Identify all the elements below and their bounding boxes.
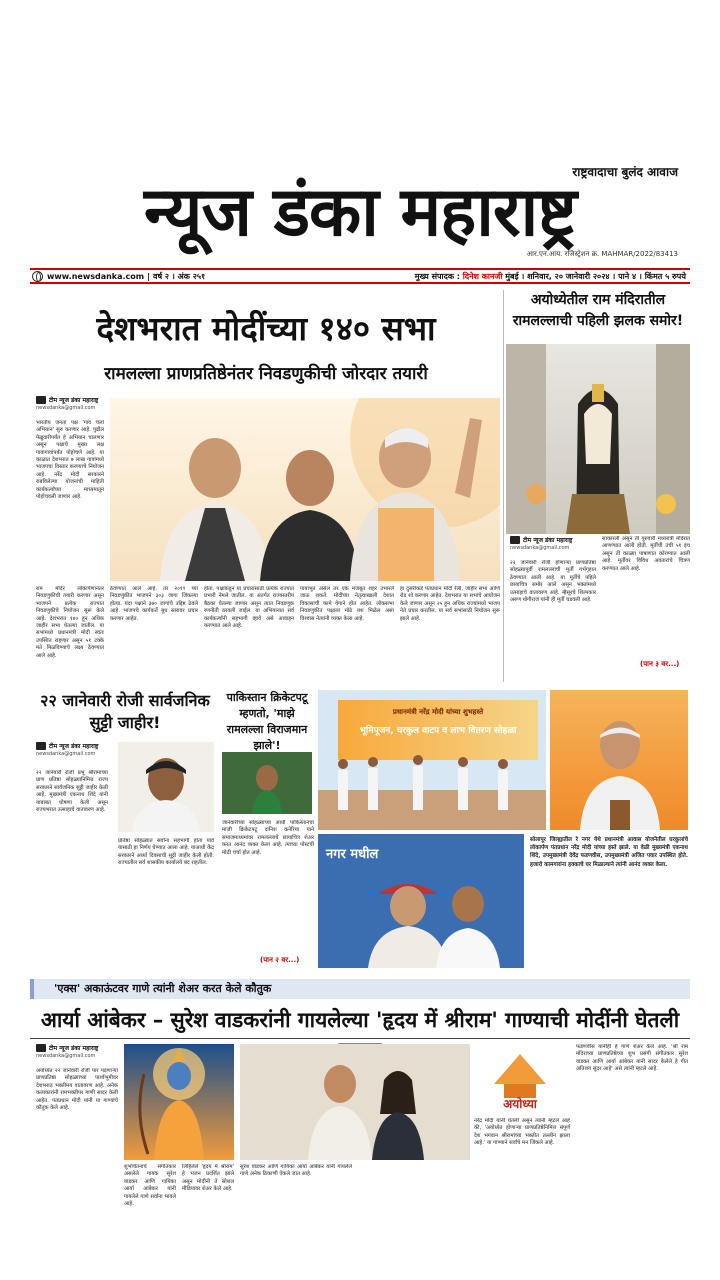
byline-icon [510, 536, 520, 544]
holiday-byline: टीम न्यूज डंका महाराष्ट्र [49, 743, 99, 750]
volume-info: वर्ष २ । अंक २५१ [153, 271, 206, 281]
registration-number: आर.एन.आय. रजिस्ट्रेशन क्र. MAHMAR/2022/83413 [526, 250, 678, 258]
pakistan-headline: पाकिस्तान क्रिकेटपटू म्हणतो, 'माझे रामलल्ला विराजमान झाले'! [226, 691, 308, 752]
danish-kaneria-photo [222, 752, 312, 814]
aarya-byline-block [36, 1044, 126, 1059]
ayodhya-logo-text: अयोध्या [503, 1097, 537, 1111]
ram-byline: टीम न्यूज डंका महाराष्ट्र [523, 537, 573, 544]
lead-byline-block [36, 396, 106, 411]
editor-label: मुख्य संपादक : [414, 271, 460, 281]
newspaper-title: न्यूज डंका महाराष्ट्र [143, 172, 577, 252]
column-divider [503, 290, 504, 682]
holiday-text-a: २२ जानेवारी रोजी प्रभू श्रीरामांच्या प्राण प्रतिष्ठा सोहळ्यानिमित्त राज्य सरकारने सार्वजनिक सुट्टी जाहीर केली आहे. मुख्यमंत्री एकनाथ शिंदे यांनी याबाबत घोषणा केली असून राज्यभरात उत्साहाचे वातावरण आहे. [36, 770, 108, 814]
aarya-col6: फडणवीस यांनीही हे गाणे शेअर केले आहे. 'श्री राम मंदिराच्या प्राणप्रतिष्ठेच्या शुभ प्रसंगी संगीतकार सुरेश वाडकर आणि आर्या आंबेकर यांनी सादर केलेले हे गीत अतिशय सुंदर आहे' असे त्यांनी म्हटले आहे. [576, 1044, 688, 1073]
aarya-col2: शुभचिंतनाचे संगीतकार असलेले गायक सुरेश वाडकर आणि गायिका आर्या आंबेकर यांनी गायलेले गाणे सर्वांना भावले आहे. [124, 1164, 176, 1208]
aarya-col1: अयोध्येत २२ जानेवारी रोजी पार पडणाऱ्या प्राणप्रतिष्ठा सोहळ्याच्या पार्श्वभूमीवर देशभरात भक्तीमय वातावरण आहे. अनेक कलाकारांनी रामभक्तीपर गाणी सादर केली आहेत. पंतप्रधान मोदी यांनी या गाण्यांचे कौतुक केले आहे. [36, 1068, 118, 1112]
wadkar-aarya-photo [240, 1044, 470, 1160]
holiday-text-b: प्रतिष्ठा सोहळ्यात सर्वांना सहभागी होता यावे यासाठी हा निर्णय घेण्यात आला आहे. याआधी केंद्र सरकारने अर्ध्या दिवसाची सुट्टी जाहीर केली होती. राज्यातील सर्व शासकीय कार्यालये बंद राहतील. [118, 838, 214, 867]
dateline-bar: www.newsdanka.com | वर्ष २ । अंक २५१ मुख्य संपादक : दिनेश कानजी मुंबई । शनिवार, २० जानेवारी २०२४ । पाने ४ । किंमत ५ रुपये [30, 268, 690, 284]
ram-murti-photo [506, 344, 690, 534]
ram-continued: (पान ३ वर...) [640, 660, 680, 668]
solapur-text: सोलापूर जिल्ह्यातील रे नगर येथे प्रधानमंत्री आवास योजनेतील घरकुलांचे लोकार्पण पंतप्रधान नरेंद्र मोदी यांच्या हस्ते झाले. या वेळी मुख्यमंत्री एकनाथ शिंदे, उपमुख्यमंत्री देवेंद्र फडणवीस, उपमुख्यमंत्री अजित पवार उपस्थित होते. हजारो कामगारांना हक्काचे घर मिळाल्याने त्यांनी आनंद व्यक्त केला. [530, 837, 688, 868]
byline-icon [36, 396, 46, 404]
solapur-event-photo [318, 690, 546, 830]
lord-ram-illustration [124, 1044, 234, 1160]
lead-subhead: रामलल्ला प्राणप्रतिष्ठेनंतर निवडणुकीची जोरदार तयारी [104, 364, 428, 384]
aarya-headline: आर्या आंबेकर – सुरेश वाडकरांनी गायलेल्या 'हृदय में श्रीराम' गाण्याची मोदींनी घेतली [40, 1008, 680, 1032]
editor-name: दिनेश कानजी [462, 271, 503, 281]
aarya-kicker: 'एक्स' अकाऊंटवर गाणे त्यांनी शेअर करत केले कौतुक [30, 979, 690, 999]
banner-secondary: नगर मधील [326, 847, 379, 862]
ram-text-a: २२ जानेवारी रोजी होणाऱ्या प्राणप्रतिष्ठा सोहळ्यापूर्वी रामलल्लाची मूर्ती गर्भगृहात ठेवण्यात आली आहे. या मूर्तीचे पहिले छायाचित्र समोर आले असून भक्तांमध्ये उत्साहाचे वातावरण आहे. म्हैसूरचे शिल्पकार अरुण योगीराज यांनी ही मूर्ती घडवली आहे. [510, 560, 596, 604]
banner-title: प्रधानमंत्री नरेंद्र मोदी यांच्या शुभहस्ते [392, 708, 484, 716]
lead-col5: हा दुसरीकडे पंतप्रधान मोदी रॅली, जाहीर सभा आणि रोड शो करणार आहेत. देशभरात या सभांचे आयोजन केले जाणार असून २५ हून अधिक राज्यांमध्ये भाजप नेते प्रचार करतील. या सर्व सभांसाठी नियोजन सुरू झाले आहे. [400, 586, 500, 622]
lead-col2: ठेवण्यात आले आहे. तर २०१९ च्या निवडणुकीत भाजपने ३०३ जागा जिंकल्या होत्या. यंदा पक्षाने ३७० जागांचे उद्दिष्ट ठेवले आहे. भाजपचे कार्यकर्ते बूथ स्तरावर प्रचार करणार आहेत. [110, 586, 198, 622]
modi-speech-photo [550, 690, 688, 830]
ram-email: newsdanka@gmail.com [510, 545, 570, 551]
modi-shinde-photo [318, 834, 524, 968]
lead-byline: टीम न्यूज डंका महाराष्ट्र [49, 397, 99, 404]
ram-text-b: साकारली असून ती गुरुवारी मध्यरात्री मंदिरात आणण्यात आली होती. मूर्तीची उंची ५१ इंच असून ती काळ्या पाषाणात कोरण्यात आली आहे. मूर्तीवर विविध अवतारांचे चित्रण करण्यात आले आहे. [602, 536, 690, 572]
lead-col3: होता. पक्षाकडून या प्रचारासाठी प्रत्येक राज्यात प्रभारी नेमले जातील. या अंतर्गत राज्यस्तरीय बैठका घेतल्या जाणार असून त्यात निवडणूक रणनीती ठरवली जाईल. या अभियानात सर्व कार्यकर्त्यांनी सहभागी व्हावे असे आवाहन करण्यात आले आहे. [204, 586, 294, 630]
lead-col4: पायाभूत असेल तर एक मजबूत शहर उभारले जाऊ शकते. मोदींच्या नेतृत्वाखाली देशात विकासाची कामे वेगाने होत आहेत. लोकसभा निवडणुकीत पक्षाला मोठे यश मिळेल असा विश्वास नेत्यांनी व्यक्त केला आहे. [300, 586, 394, 622]
edition-info [415, 271, 690, 282]
pakistan-text: जानेवारीच्या सोहळ्याच्या आधी पाकिस्तानचा माजी क्रिकेटपटू दानिश कनेरिया याने समाजमाध्यमांवर रामलल्लाचे छायाचित्र शेअर करत आनंद व्यक्त केला आहे. त्याच्या पोस्टची मोठी चर्चा होत आहे. [222, 820, 314, 856]
holiday-email: newsdanka@gmail.com [36, 751, 96, 757]
website-link[interactable]: www.newsdanka.com [47, 271, 145, 281]
ayodhya-logo [474, 1044, 566, 1114]
lead-col1b: राम मंदिर लोकार्पणानंतर निवडणुकीची तयारी करणार असून भाजपने प्रत्येक राज्यात निवडणुकीचे नियोजन सुरू केले आहे. देशभरात १४० हून अधिक जाहीर सभा घेतल्या जातील. या सभांमध्ये प्रधानमंत्री मोदी स्वतः उपस्थित राहणार असून ५१ टक्के मते मिळविण्याचे लक्ष्य ठेवण्यात आले आहे. [36, 586, 104, 659]
aarya-col4: सुरेश वाडकर आणि गायिका आर्या आंबेकर यांनी गायलेले गाणे अनेक ठिकाणी ऐकले जात आहे. [240, 1164, 352, 1178]
section-rule [30, 1038, 690, 1039]
masthead-tagline: राष्ट्रवादाचा बुलंद आवाज [572, 165, 678, 179]
eknath-shinde-photo [118, 742, 214, 832]
aarya-email: newsdanka@gmail.com [36, 1053, 96, 1059]
aarya-col5: नरेंद्र मोदी यांनी घेतली असून त्यांनी म्हटले आहे की, 'अयोध्येत होणाऱ्या प्राणप्रतिष्ठेनिमित्त संपूर्ण देश भगवान श्रीरामांच्या भक्तीत तल्लीन झाला आहे.' या गाण्याने सर्वांचे मन जिंकले आहे. [474, 1118, 570, 1147]
lead-headline: देशभरात मोदींच्या १४० सभा [96, 309, 436, 348]
globe-icon [32, 271, 43, 282]
lead-email: newsdanka@gmail.com [36, 405, 96, 411]
leaders-photo [110, 398, 500, 581]
edition-details: मुंबई । शनिवार, २० जानेवारी २०२४ । पाने ४ । किंमत ५ रुपये [505, 271, 686, 281]
ram-headline: अयोध्येतील राम मंदिरातील रामलल्लाची पहिली झलक समोर! [512, 292, 684, 329]
holiday-continued: (पान २ वर...) [260, 956, 300, 964]
byline-icon [36, 1044, 46, 1052]
lead-col1: भारतीय जनता पक्ष 'गाव चलो अभियान' सुरु करणार आहे. पुढील फेब्रुवारीपर्यंत हे अभियान चालणार असून पक्षाचे मुख्य लक्ष गावागावांपर्यंत पोहोचणे आहे. या काळात देशभरात ७ लाख गावांमध्ये भाजपचा विस्तार करण्याचे नियोजन आहे. नरेंद्र मोदी सरकारने राबविलेल्या योजनांची माहिती कार्यकर्त्यांच्या माध्यमातून पोहोचवली जाणार आहे. [36, 420, 104, 501]
banner-subtitle: भूमिपूजन, घरकुल वाटप व लाभ वितरण सोहळा [359, 726, 517, 736]
aarya-col3: लिहिलेले 'हृदय में श्रीराम' हे भजन प्रदर्शित झाले असून मोदींनी ते सोशल मीडियावर शेअर केले आहे. [182, 1164, 234, 1193]
ram-byline-block [510, 536, 596, 551]
holiday-headline: २२ जानेवारी रोजी सार्वजनिक सुट्टी जाहीर! [40, 691, 210, 732]
byline-icon [36, 742, 46, 750]
aarya-byline: टीम न्यूज डंका महाराष्ट्र [49, 1045, 99, 1052]
